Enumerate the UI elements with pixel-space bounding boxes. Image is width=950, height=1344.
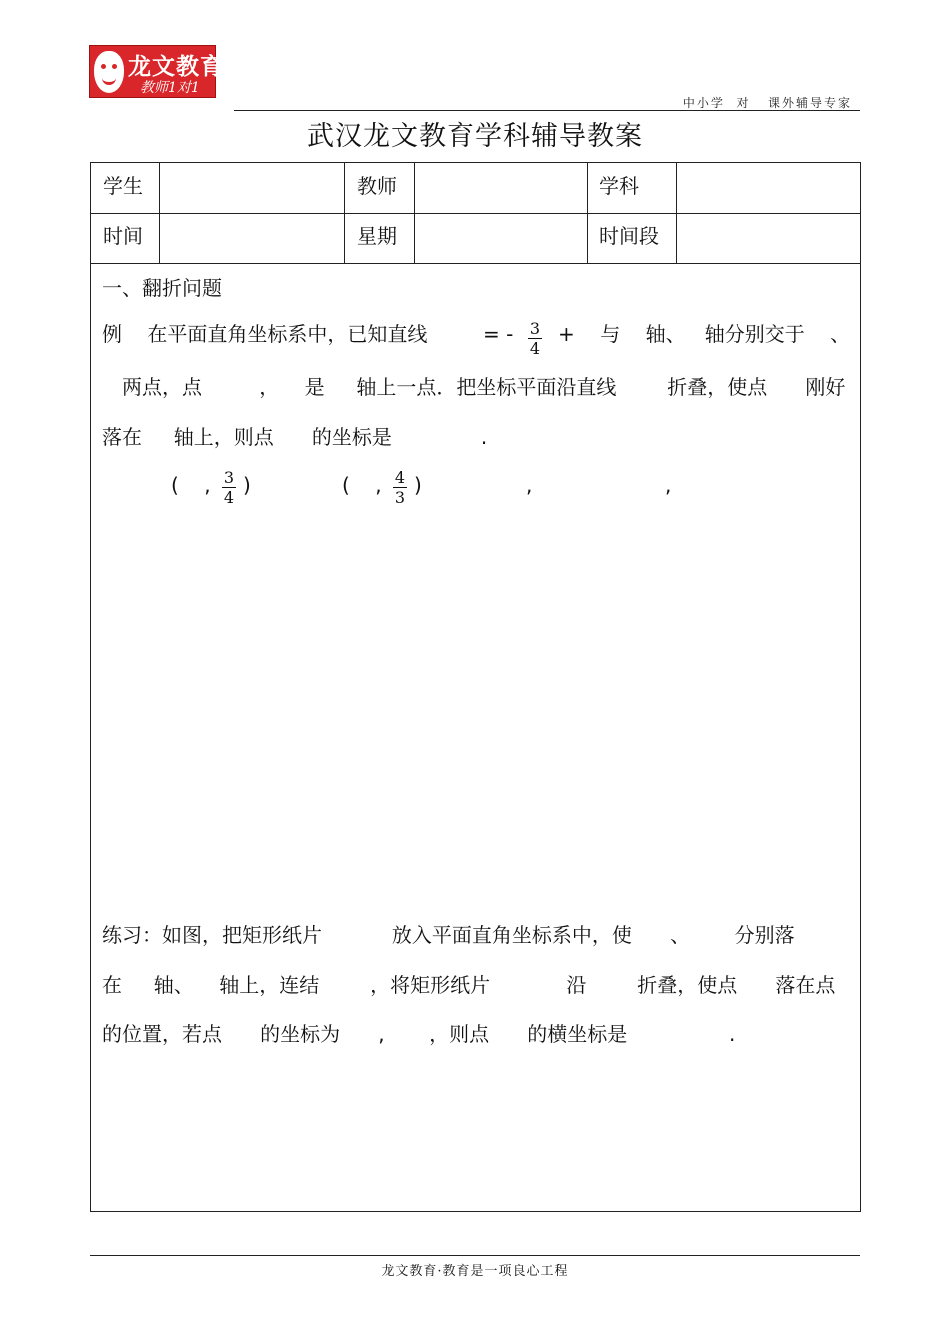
logo-face-icon xyxy=(94,51,124,93)
fraction-numerator: 4 xyxy=(394,468,406,487)
info-row-2 xyxy=(91,213,860,264)
lesson-plan-sheet xyxy=(90,162,861,1212)
fraction-denominator: 3 xyxy=(394,488,406,507)
option-3: , xyxy=(526,473,533,497)
practice-line-3: 的位置，若点 的坐标为 , ，则点 的横坐标是 . xyxy=(102,1022,736,1046)
page-title: 武汉龙文教育学科辅导教案 xyxy=(307,121,643,152)
fraction-numerator: 3 xyxy=(223,468,235,487)
option-1-fraction xyxy=(222,469,236,506)
logo-eye-icon xyxy=(112,64,117,69)
header-tagline: 中小学 对 课外辅导专家 xyxy=(682,96,852,110)
option-1-open: ( , xyxy=(171,473,211,497)
practice-line-2: 在 轴、 轴上，连结 ，将矩形纸片 沿 折叠，使点 落在点 xyxy=(102,973,836,997)
example-line-1a: 例 在平面直角坐标系中，已知直线 xyxy=(102,322,428,346)
example-line-2: 两点，点 ， 是 轴上一点．把坐标平面沿直线 折叠，使点 刚好 xyxy=(122,375,846,399)
example-line-3: 落在 轴上，则点 的坐标是 . xyxy=(102,425,488,449)
section-heading: 一、翻折问题 xyxy=(102,276,222,300)
option-2-open: ( , xyxy=(342,473,382,497)
field-subject[interactable] xyxy=(677,163,860,213)
footer-text: 龙文教育·教育是一项良心工程 xyxy=(381,1264,569,1279)
header-divider xyxy=(234,110,860,111)
lesson-content xyxy=(91,264,860,1211)
example-fraction xyxy=(528,320,542,357)
label-time-slot: 时间段 xyxy=(588,213,677,263)
example-line-1c: + 与 轴、 轴分别交于 、 xyxy=(558,322,851,346)
field-time[interactable] xyxy=(160,213,345,263)
company-logo xyxy=(89,45,224,98)
logo-eye-icon xyxy=(101,64,106,69)
label-teacher: 教师 xyxy=(345,163,415,213)
option-2-fraction xyxy=(393,469,407,506)
option-1-close: ) xyxy=(243,473,251,497)
label-weekday: 星期 xyxy=(345,213,415,263)
info-row-1 xyxy=(91,163,860,214)
logo-slogan: 教师1对1 xyxy=(140,80,200,96)
option-4: , xyxy=(665,473,672,497)
field-time-slot[interactable] xyxy=(677,213,860,263)
fraction-numerator: 3 xyxy=(529,319,541,338)
option-2-close: ) xyxy=(414,473,422,497)
field-student[interactable] xyxy=(160,163,345,213)
practice-line-1: 练习：如图，把矩形纸片 放入平面直角坐标系中，使 、 分别落 xyxy=(102,923,795,947)
example-line-1b: = - xyxy=(483,322,514,346)
fraction-denominator: 4 xyxy=(223,488,235,507)
label-time: 时间 xyxy=(91,213,160,263)
label-subject: 学科 xyxy=(588,163,677,213)
footer-divider xyxy=(90,1255,860,1256)
logo-mouth-icon xyxy=(102,76,116,85)
label-student: 学生 xyxy=(91,163,160,213)
logo-brand: 龙文教育 xyxy=(128,53,224,80)
field-weekday[interactable] xyxy=(415,213,588,263)
fraction-denominator: 4 xyxy=(529,339,541,358)
field-teacher[interactable] xyxy=(415,163,588,213)
